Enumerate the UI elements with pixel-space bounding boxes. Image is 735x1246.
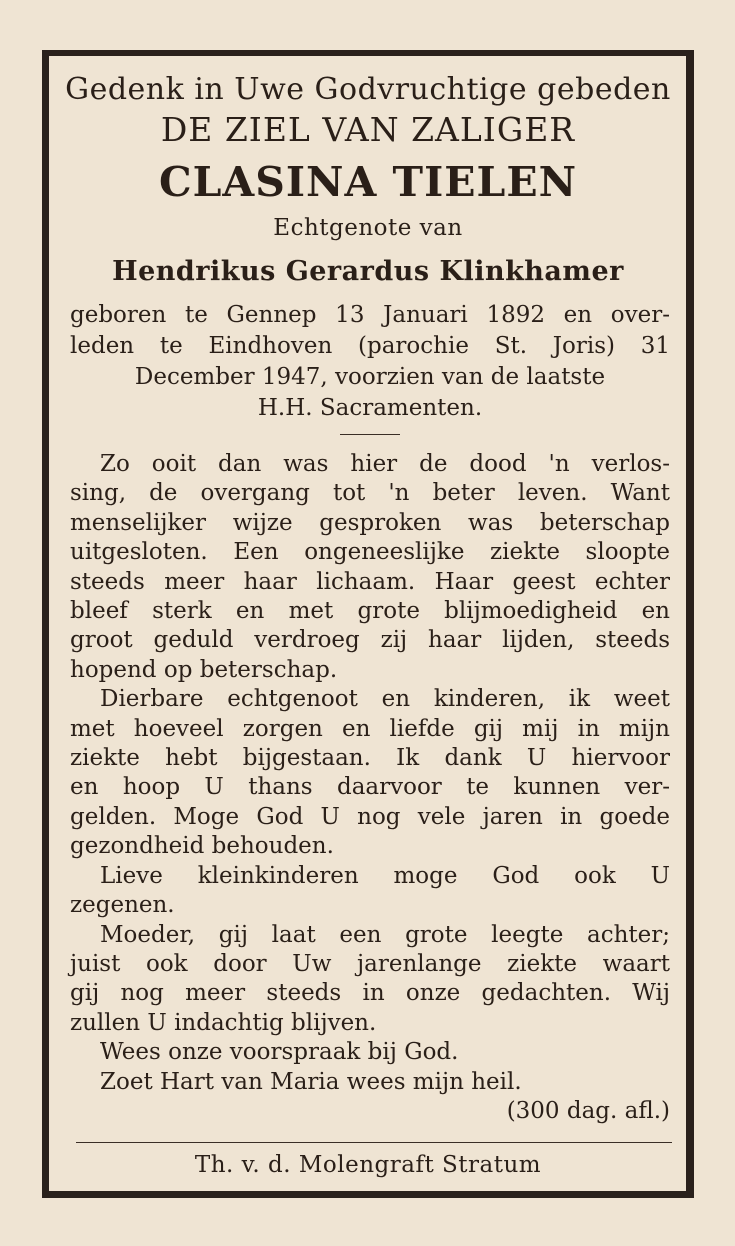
text-line: gelden. Moge God U nog vele jaren in goede	[70, 803, 670, 830]
deceased-name: CLASINA TIELEN	[158, 158, 578, 206]
memorial-text	[70, 450, 670, 1126]
text-line: steeds meer haar lichaam. Haar geest echter	[70, 568, 670, 595]
text-line: Zoet Hart van Maria wees mijn heil.	[100, 1068, 522, 1095]
text-line: ziekte hebt bijgestaan. Ik dank U hiervoor	[70, 745, 670, 772]
birth-death-line: December 1947, voorzien van de laatste	[134, 364, 606, 390]
text-line: met hoeveel zorgen en liefde gij mij in mijn	[70, 715, 670, 742]
text-line: gezondheid behouden.	[70, 833, 334, 860]
text-line: groot geduld verdroeg zij haar lijden, steeds	[70, 627, 670, 654]
birth-death-line: H.H. Sacramenten.	[257, 395, 483, 421]
text-line: uitgesloten. Een ongeneeslijke ziekte sloopte	[70, 539, 670, 566]
indulgence-note: (300 dag. afl.)	[506, 1097, 670, 1124]
text-line: zegenen.	[70, 892, 175, 919]
text-line: Lieve kleinkinderen moge God ook U	[100, 862, 670, 889]
text-line: sing, de overgang tot 'n beter leven. Want	[70, 480, 670, 507]
text-line: Moeder, gij laat een grote leegte achter;	[100, 921, 670, 948]
footer-rule	[76, 1142, 672, 1143]
birth-death-line: geboren te Gennep 13 Januari 1892 en over-	[70, 302, 670, 328]
header-prayer-request: Gedenk in Uwe Godvruchtige gebeden	[65, 72, 671, 107]
text-line: menselijker wijze gesproken was beterschap	[70, 509, 670, 536]
spouse-name: Hendrikus Gerardus Klinkhamer	[112, 256, 624, 287]
header-soul-of: DE ZIEL VAN ZALIGER	[160, 110, 576, 149]
text-line: gij nog meer steeds in onze gedachten. Wij	[70, 980, 670, 1007]
text-line: Wees onze voorspraak bij God.	[100, 1039, 459, 1066]
text-line: hopend op beterschap.	[70, 656, 338, 683]
text-line: en hoop U thans daarvoor te kunnen ver-	[70, 774, 670, 801]
relation-label: Echtgenote van	[273, 215, 463, 241]
text-line: Zo ooit dan was hier de dood 'n verlos-	[100, 451, 670, 477]
birth-death-details	[70, 300, 670, 424]
section-divider	[340, 434, 400, 435]
text-line: juist ook door Uw jarenlange ziekte waart	[70, 950, 670, 977]
text-line: zullen U indachtig blijven.	[70, 1009, 377, 1036]
printer-credit: Th. v. d. Molengraft Stratum	[194, 1152, 542, 1178]
text-line: bleef sterk en met grote blijmoedigheid en	[70, 598, 670, 625]
text-line: Dierbare echtgenoot en kinderen, ik weet	[100, 686, 670, 713]
birth-death-line: leden te Eindhoven (parochie St. Joris) 31	[70, 333, 670, 359]
